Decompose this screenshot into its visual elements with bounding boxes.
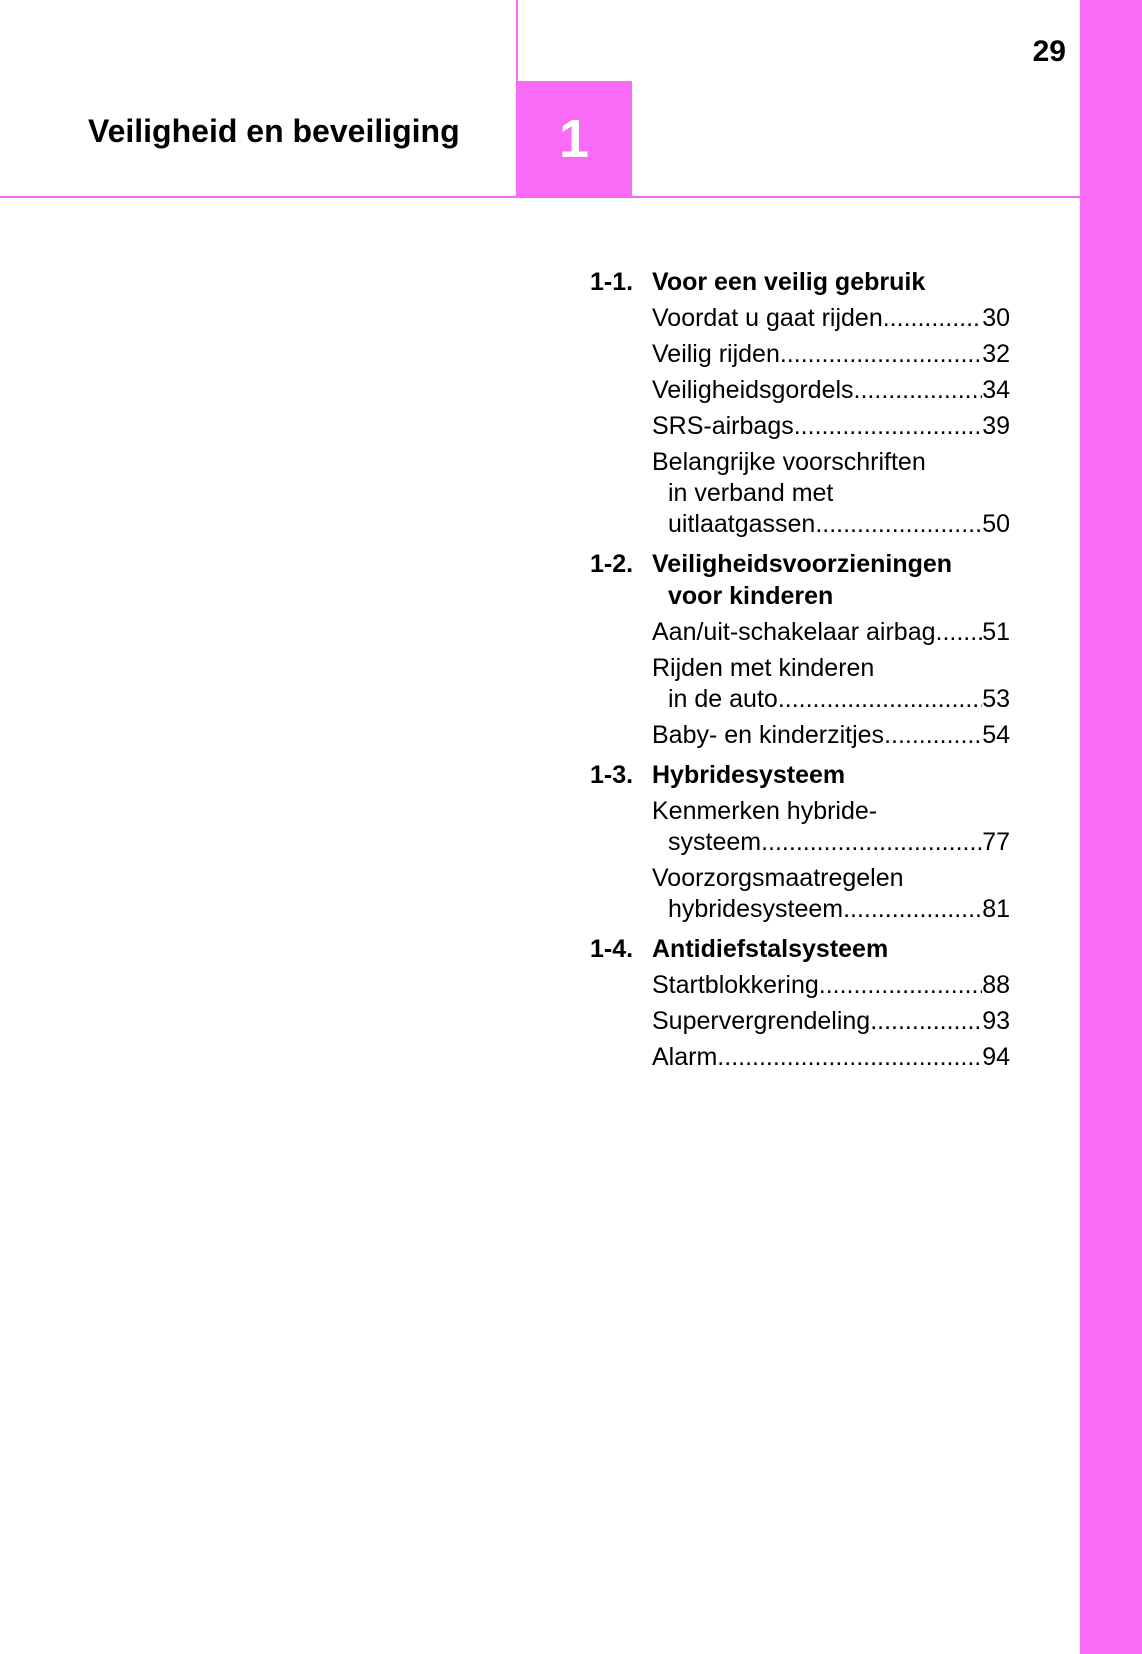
toc-entry-list	[590, 796, 1010, 925]
toc-entry[interactable]	[652, 970, 1010, 1001]
toc-entry-row	[652, 1042, 1010, 1073]
toc-entry-row	[652, 894, 1010, 925]
toc-section-heading	[590, 759, 1010, 791]
toc-leader-dots	[936, 617, 983, 648]
toc-entry-page: 39	[982, 412, 1010, 440]
toc-entry-label-line: Rijden met kinderen	[652, 654, 875, 682]
toc-entry-page: 34	[982, 376, 1010, 404]
toc-section	[590, 266, 1010, 540]
toc-entry-row	[652, 827, 1010, 858]
toc-section-title-line: Hybridesysteem	[652, 761, 846, 789]
toc-entry-row	[652, 1006, 1010, 1037]
toc-section-number: 1-4.	[590, 935, 634, 963]
toc-section-number: 1-3.	[590, 761, 634, 789]
toc-section-number: 1-1.	[590, 268, 634, 296]
chapter-title: Veiligheid en beveiliging	[88, 113, 460, 149]
toc-entry-label-line: Kenmerken hybride-	[652, 797, 878, 825]
toc-leader-dots	[819, 970, 982, 1001]
toc-leader-dots	[717, 1042, 982, 1073]
toc-entry-label: systeem	[668, 828, 762, 856]
toc-section-heading	[590, 548, 1010, 612]
toc-entry-page: 88	[982, 971, 1010, 999]
toc-entry-row	[652, 617, 1010, 648]
toc-entry[interactable]	[652, 339, 1010, 370]
toc-entry[interactable]	[652, 863, 1010, 925]
toc-section-heading	[590, 933, 1010, 965]
toc-section	[590, 933, 1010, 1073]
toc-entry-page: 51	[982, 618, 1010, 646]
toc-entry-page: 50	[982, 510, 1010, 538]
toc-entry-row	[652, 375, 1010, 406]
toc-entry[interactable]	[652, 1042, 1010, 1073]
header-divider	[0, 196, 1080, 198]
toc-entry-page: 77	[982, 828, 1010, 856]
toc-leader-dots	[761, 827, 982, 858]
toc-entry-label: uitlaatgassen	[668, 510, 816, 538]
toc-section	[590, 759, 1010, 925]
toc-entry-list	[590, 303, 1010, 540]
toc-entry-label-line: in verband met	[668, 479, 834, 507]
toc-entry[interactable]	[652, 1006, 1010, 1037]
page-number: 29	[1032, 35, 1066, 68]
toc-entry-label: in de auto	[668, 685, 778, 713]
toc-leader-dots	[815, 509, 982, 540]
toc-entry-row	[652, 339, 1010, 370]
toc-entry[interactable]	[652, 617, 1010, 648]
toc-entry-page: 93	[982, 1007, 1010, 1035]
toc-entry[interactable]	[652, 796, 1010, 858]
toc-entry-row	[652, 720, 1010, 751]
toc-leader-dots	[870, 1006, 982, 1037]
chapter-number: 1	[558, 108, 590, 169]
toc-entry-row	[652, 970, 1010, 1001]
toc-entry-label: Veilig rijden	[652, 340, 780, 368]
toc-entry-page: 54	[982, 721, 1010, 749]
toc-entry-row	[652, 684, 1010, 715]
toc-entry-row	[652, 411, 1010, 442]
toc-leader-dots	[843, 894, 982, 925]
toc-entry-label: hybridesysteem	[668, 895, 844, 923]
toc-entry-list	[590, 970, 1010, 1073]
toc-entry-list	[590, 617, 1010, 751]
toc-entry-label: Voordat u gaat rijden	[652, 304, 883, 332]
toc-leader-dots	[884, 720, 982, 751]
toc-section-title-line: Voor een veilig gebruik	[652, 268, 926, 296]
toc-section-heading	[590, 266, 1010, 298]
toc-entry[interactable]	[652, 720, 1010, 751]
toc-section-title	[652, 548, 1010, 612]
toc-section-number: 1-2.	[590, 550, 634, 578]
toc-entry-label: Veiligheidsgordels	[652, 376, 854, 404]
toc-leader-dots	[780, 339, 982, 370]
toc-entry-label: Startblokkering	[652, 971, 819, 999]
toc-entry[interactable]	[652, 303, 1010, 334]
toc-leader-dots	[794, 411, 982, 442]
toc-leader-dots	[778, 684, 982, 715]
toc-section-title	[652, 933, 1010, 965]
toc-leader-dots	[883, 303, 982, 334]
toc-entry[interactable]	[652, 411, 1010, 442]
toc-entry-page: 30	[982, 304, 1010, 332]
toc-entry-label: Alarm	[652, 1043, 718, 1071]
toc-entry-label-line: Belangrijke voorschriften	[652, 448, 926, 476]
toc-section-title	[652, 759, 1010, 791]
toc-section	[590, 548, 1010, 751]
toc-section-title-line: voor kinderen	[668, 582, 834, 610]
toc-entry-row	[652, 303, 1010, 334]
toc-section-title-line: Antidiefstalsysteem	[652, 935, 889, 963]
toc-entry-row	[652, 509, 1010, 540]
toc-entry[interactable]	[652, 375, 1010, 406]
toc-leader-dots	[854, 375, 983, 406]
toc-entry-label: SRS-airbags	[652, 412, 794, 440]
toc-entry[interactable]	[652, 447, 1010, 540]
toc-entry-label: Supervergrendeling	[652, 1007, 871, 1035]
toc-entry[interactable]	[652, 653, 1010, 715]
toc-entry-page: 32	[982, 340, 1010, 368]
toc-entry-page: 81	[982, 895, 1010, 923]
thumb-tab-bar	[1080, 0, 1142, 1654]
chapter-number-badge	[516, 81, 632, 196]
table-of-contents	[590, 266, 1010, 1081]
toc-entry-label-line: Voorzorgsmaatregelen	[652, 864, 904, 892]
toc-section-title	[652, 266, 1010, 298]
toc-section-title-line: Veiligheidsvoorzieningen	[652, 550, 953, 578]
toc-entry-page: 94	[982, 1043, 1010, 1071]
toc-entry-label: Aan/uit-schakelaar airbag	[652, 618, 936, 646]
toc-entry-page: 53	[982, 685, 1010, 713]
toc-entry-label: Baby- en kinderzitjes	[652, 721, 885, 749]
